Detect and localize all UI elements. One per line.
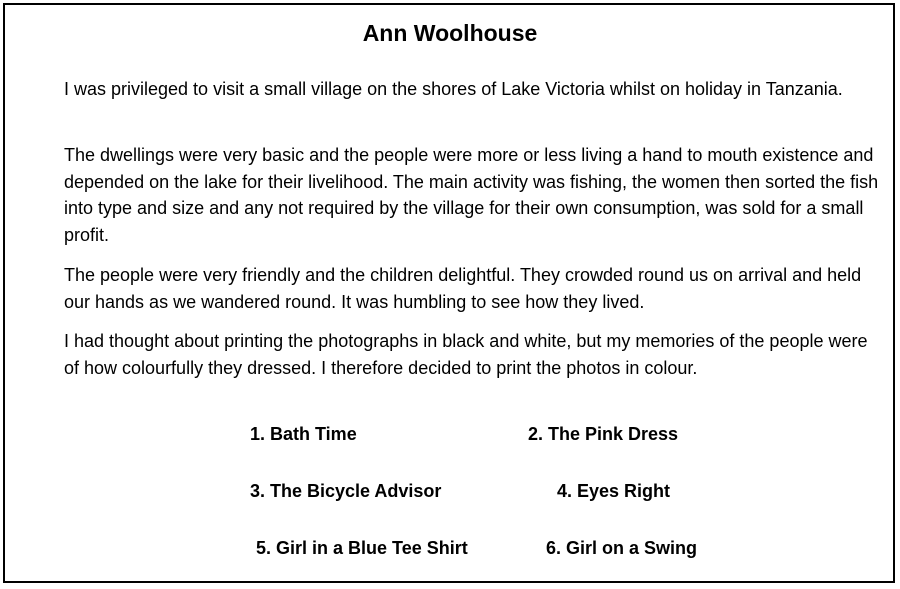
photo-title-2: 2. The Pink Dress <box>528 424 679 444</box>
people-paragraph: The people were very friendly and the children delightful. They crowded round us on arrival and held our hands as we wandered round. It was humbling to see how they lived. <box>64 265 862 312</box>
photo-title-6: 6. Girl on a Swing <box>546 538 698 558</box>
photographs-paragraph: I had thought about printing the photographs in black and white, but my memories of the people were of how colourfully they dressed. I therefore decided to print the photos in colour. <box>64 331 868 378</box>
intro-paragraph: I was privileged to visit a small village on the shores of Lake Victoria whilst on holiday in Tanzania. <box>64 79 843 99</box>
photo-title-3: 3. The Bicycle Advisor <box>250 481 442 501</box>
photo-title-1: 1. Bath Time <box>250 424 357 444</box>
photo-title-4: 4. Eyes Right <box>557 481 671 501</box>
dwellings-paragraph: The dwellings were very basic and the people were more or less living a hand to mouth existence and depended on the lake for their livelihood. The main activity was fishing, the women then sorted the fish into type and size and any not required by the village for their own consumption, was sold for a small profit. <box>64 145 879 245</box>
page-title: Ann Woolhouse <box>362 20 538 46</box>
photo-title-5: 5. Girl in a Blue Tee Shirt <box>256 538 468 558</box>
